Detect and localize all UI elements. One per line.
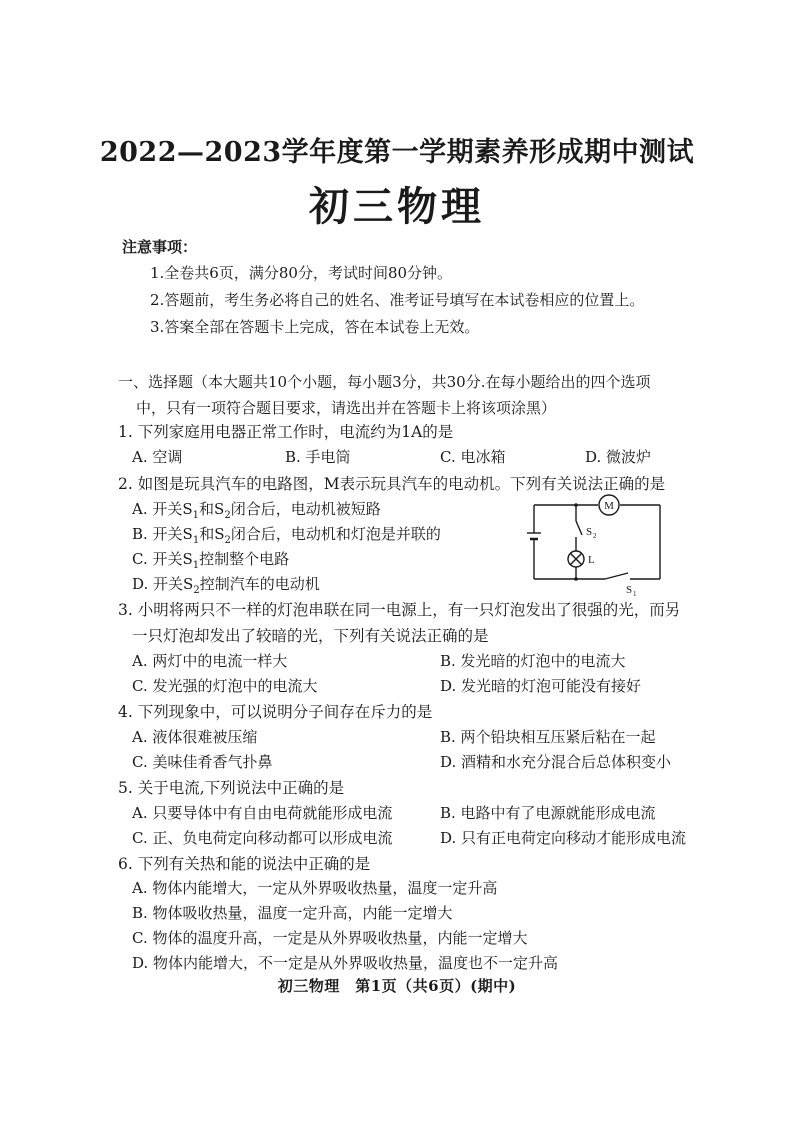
question-3-option-a: A. 两灯中的电流一样大 — [132, 652, 288, 670]
question-3-option-c: C. 发光强的灯泡中的电流大 — [132, 677, 318, 695]
switch-s1-blade — [605, 573, 628, 579]
lamp-label: L — [588, 554, 595, 566]
question-2-option-c: C. 开关$S_1$控制整个电路 — [132, 550, 290, 571]
section-heading-line1: 一、选择题（本大题共10个小题，每小题3分，共30分.在每小题给出的四个选项 — [118, 373, 651, 391]
question-3-option-d: D. 发光暗的灯泡可能没有接好 — [440, 677, 642, 695]
toy-car-circuit-diagram — [520, 493, 670, 598]
question-6-option-c: C. 物体的温度升高，一定是从外界吸收热量，内能一定增大 — [132, 929, 528, 947]
note-item-3: 3.答案全部在答题卡上完成，答在本试卷上无效。 — [150, 318, 480, 336]
switch-s1-label: S — [626, 584, 633, 596]
switch-s2-subscript: 2 — [593, 532, 597, 540]
question-4-option-a: A. 液体很难被压缩 — [132, 728, 258, 746]
subject-title: 初三物理 — [309, 183, 485, 230]
question-5-option-a: A. 只要导体中有自由电荷就能形成电流 — [132, 804, 393, 822]
question-1-option-a: A. 空调 — [132, 448, 183, 466]
question-3-stem-line1: 3. 小明将两只不一样的灯泡串联在同一电源上，有一只灯泡发出了很强的光，而另 — [118, 601, 681, 619]
question-5-option-b: B. 电路中有了电源就能形成电流 — [440, 804, 656, 822]
question-1-option-b: B. 手电筒 — [285, 448, 351, 466]
question-4-option-b: B. 两个铅块相互压紧后粘在一起 — [440, 728, 656, 746]
question-2-option-a: A. 开关$S_1$和$S_2$闭合后，电动机被短路 — [132, 500, 381, 521]
question-1-option-d: D. 微波炉 — [585, 448, 652, 466]
question-6-option-b: B. 物体吸收热量，温度一定升高，内能一定增大 — [132, 904, 453, 922]
question-5-option-c: C. 正、负电荷定向移动都可以形成电流 — [132, 829, 393, 847]
question-6-option-d: D. 物体内能增大，不一定是从外界吸收热量，温度也不一定升高 — [132, 954, 559, 972]
switch-s1-subscript: 1 — [633, 590, 637, 598]
question-2-option-d: D. 开关$S_2$控制汽车的电动机 — [132, 575, 320, 596]
motor-label: M — [604, 500, 614, 512]
question-2-stem: 2. 如图是玩具汽车的电路图，M表示玩具汽车的电动机。下列有关说法正确的是 — [118, 475, 666, 493]
question-6-stem: 6. 下列有关热和能的说法中正确的是 — [118, 855, 371, 873]
note-item-1: 1.全卷共6页，满分80分，考试时间80分钟。 — [150, 264, 453, 282]
notes-heading: 注意事项： — [122, 238, 198, 256]
question-3-option-b: B. 发光暗的灯泡中的电流大 — [440, 652, 626, 670]
question-4-option-c: C. 美味佳肴香气扑鼻 — [132, 753, 273, 771]
question-1-option-c: C. 电冰箱 — [440, 448, 506, 466]
question-1-stem: 1. 下列家庭用电器正常工作时，电流约为1A的是 — [118, 423, 454, 441]
section-heading-line2: 中，只有一项符合题目要求，请选出并在答题卡上将该项涂黑） — [136, 399, 557, 417]
question-6-option-a: A. 物体内能增大，一定从外界吸收热量，温度一定升高 — [132, 879, 498, 897]
exam-title: 2022—2023学年度第一学期素养形成期中测试 — [99, 137, 695, 168]
switch-s2-label: S — [586, 526, 593, 538]
section-heading — [118, 369, 698, 421]
question-4-option-d: D. 酒精和水充分混合后总体积变小 — [440, 753, 672, 771]
question-3-stem-line2: 一只灯泡却发出了较暗的光，下列有关说法正确的是 — [132, 627, 489, 645]
question-5-stem: 5. 关于电流,下列说法中正确的是 — [118, 779, 345, 797]
question-4-stem: 4. 下列现象中，可以说明分子间存在斥力的是 — [118, 703, 433, 721]
page-footer: 初三物理 第1页（共6页）(期中) — [277, 977, 517, 995]
note-item-2: 2.答题前，考生务必将自己的姓名、准考证号填写在本试卷相应的位置上。 — [150, 291, 645, 309]
question-2-option-b: B. 开关$S_1$和$S_2$闭合后，电动机和灯泡是并联的 — [132, 525, 441, 546]
question-5-option-d: D. 只有正电荷定向移动才能形成电流 — [440, 829, 687, 847]
switch-s2-blade — [576, 521, 582, 535]
